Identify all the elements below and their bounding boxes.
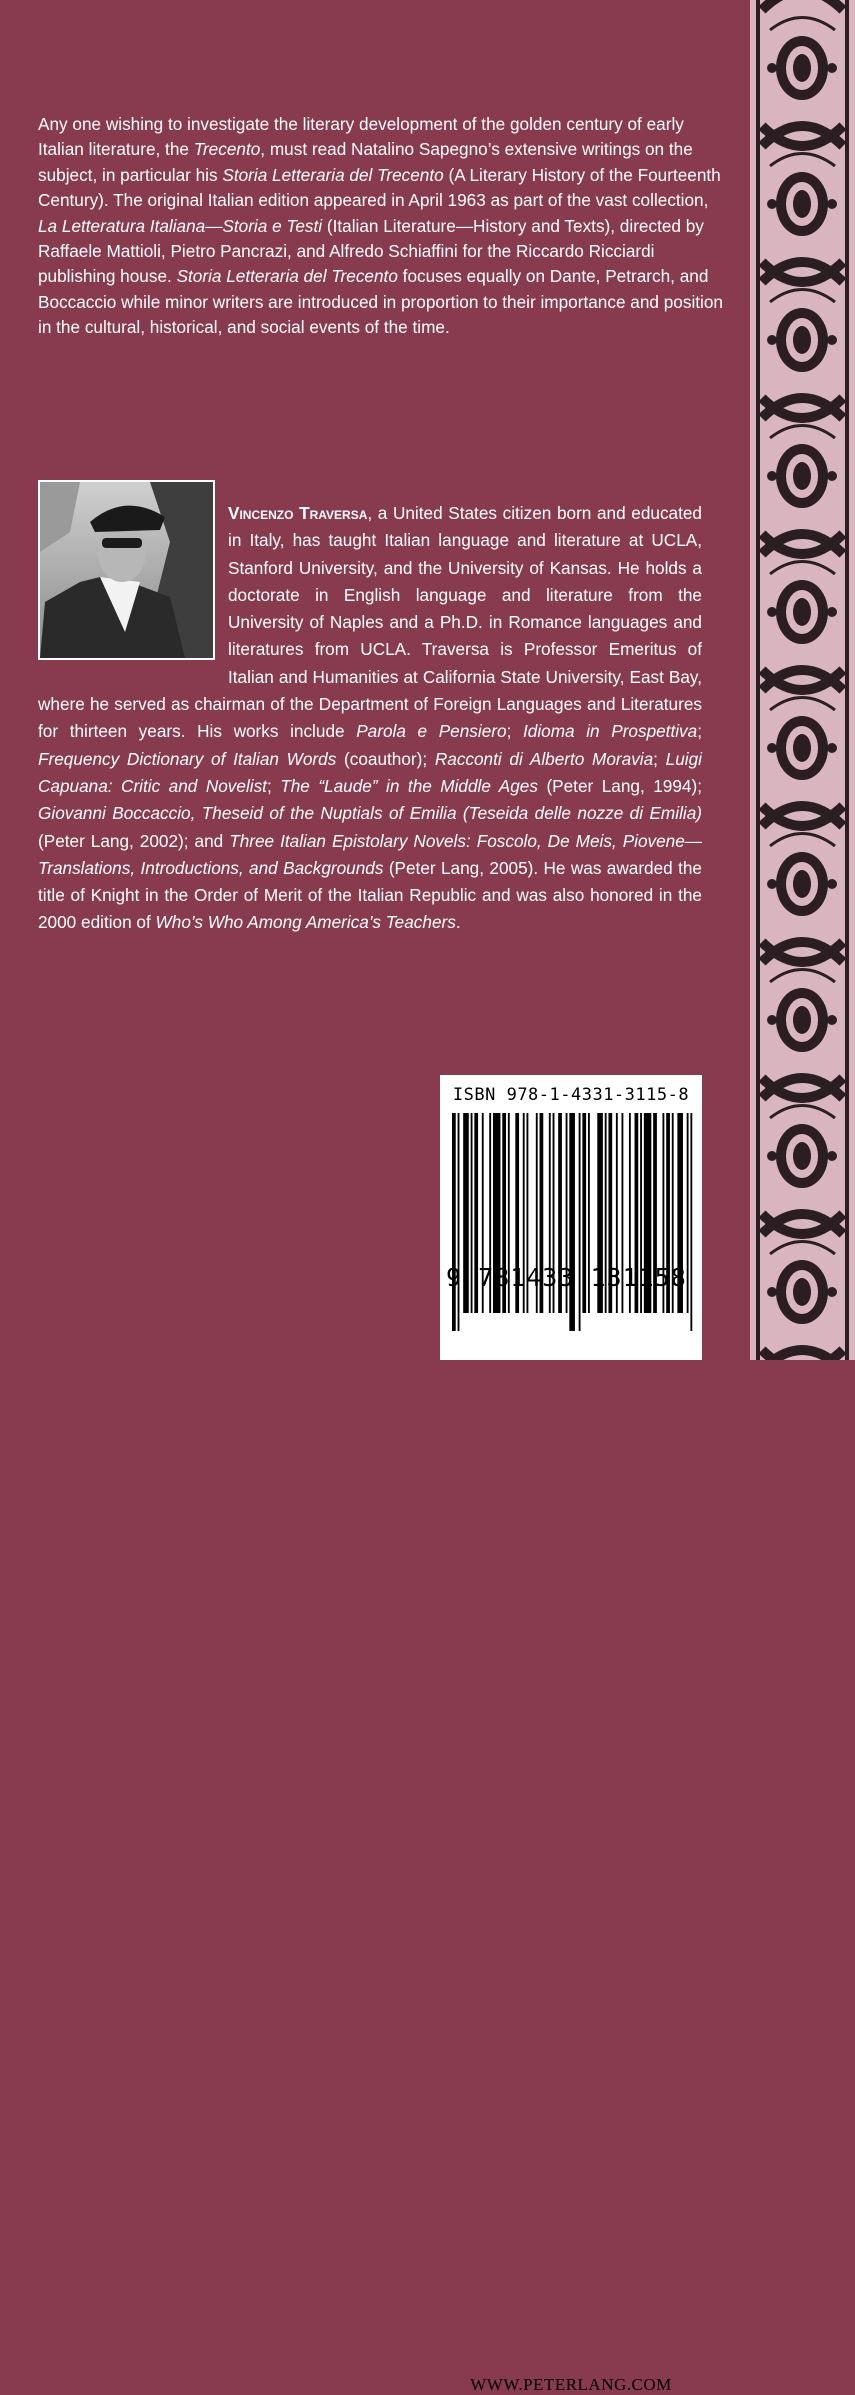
ornament-shape (793, 1142, 811, 1170)
blurb-text: Any one wishing to investigate the literary development of the golden century of early Italian literature, the (38, 114, 684, 160)
ornament-shape (767, 1151, 777, 1161)
bio-separator: ; (506, 721, 523, 742)
work-title: Three Italian Epistolary Novels: Foscolo, De Meis, Piovene—Translations, Introductions, and Backgrounds (38, 830, 702, 878)
ornament-shape (827, 471, 837, 481)
author-name: Vincenzo Traversa (228, 503, 368, 523)
isbn-label: ISBN 978-1-4331-3115-8 (452, 1085, 690, 1105)
ornament-shape (793, 734, 811, 762)
ornament-shape (762, 1350, 843, 1360)
ornament-shape (827, 199, 837, 209)
ornament-shape (793, 326, 811, 354)
ornament-shape (767, 1287, 777, 1297)
bio-separator: ; (266, 775, 281, 796)
ornament-shape (793, 190, 811, 218)
barcode-bar (458, 1113, 460, 1331)
bio-separator: (coauthor); (336, 748, 435, 769)
ornament-shape (793, 54, 811, 82)
bio-text: , a United States citizen born and educated in Italy, has taught Italian language and literature at UCLA, Stanford University, and the University of Kansas. He holds a doctorate in English language and literature from the University of Naples and a Ph.D. in Romance languages and literatures from UCLA. Traversa is Professor Emeritus of Italian and Humanities at California State University, East Bay, where he served as chairman of the Department of Foreign Languages and Literatures for thirteen years. His works include (38, 503, 702, 742)
ornament-shape (770, 562, 835, 575)
blurb-italic: Storia Letteraria del Trecento (222, 164, 444, 185)
ornament-shape (767, 743, 777, 753)
work-title: The “Laude” in the Middle Ages (280, 775, 538, 796)
bio-separator: ; (697, 721, 702, 742)
work-title: Who’s Who Among America’s Teachers (155, 912, 456, 933)
work-title: Giovanni Boccaccio, Theseid of the Nuptials of Emilia (Teseida delle nozze di Emilia) (38, 803, 702, 824)
ornament-shape (827, 1015, 837, 1025)
ornament-pattern (750, 0, 855, 1360)
bio-separator: ; (653, 748, 666, 769)
decorative-border (750, 0, 855, 1360)
ornament-shape (770, 1106, 835, 1119)
ornament-shape (793, 1006, 811, 1034)
work-title: Parola e Pensiero (356, 721, 507, 742)
barcode-digits: 9 781433 131158 (446, 1263, 687, 1292)
ornament-shape (770, 290, 835, 303)
ornament-shape (770, 154, 835, 167)
ornament-shape (827, 335, 837, 345)
ornament-shape (770, 426, 835, 439)
blurb-italic: La Letteratura Italiana—Storia e Testi (38, 215, 323, 236)
bio-separator: (Peter Lang, 2002); and (38, 830, 230, 851)
bio-separator: (Peter Lang, 1994); (537, 775, 702, 796)
barcode-panel (440, 1075, 702, 2394)
ornament-shape (767, 879, 777, 889)
blurb-italic: Trecento (193, 139, 261, 160)
barcode-bar (690, 1113, 692, 1331)
ornament-shape (827, 63, 837, 73)
blurb-paragraph (38, 112, 728, 341)
ornament-shape (793, 870, 811, 898)
work-title: Frequency Dictionary of Italian Words (38, 748, 337, 769)
work-title: Luigi Capuana: Critic and Novelist (38, 748, 702, 796)
barcode-bars (452, 1113, 696, 1343)
ornament-shape (756, 0, 760, 1360)
ornament-shape (767, 1015, 777, 1025)
publisher-website: WWW.PETERLANG.COM (470, 2375, 672, 2394)
ornament-shape (770, 970, 835, 983)
blurb-text: (A Literary History of the Fourteenth Century). The original Italian edition appeared in April 1963 as part of the vast collection, (38, 164, 721, 211)
ornament-shape (767, 199, 777, 209)
author-bio (38, 500, 702, 937)
ornament-shape (767, 63, 777, 73)
ornament-shape (827, 607, 837, 617)
ornament-shape (827, 743, 837, 753)
ornament-shape (827, 1287, 837, 1297)
blurb-text: , must read Natalino Sapegno’s extensive writings on the subject, in particular his (38, 139, 693, 185)
ornament-shape (770, 18, 835, 31)
ornament-shape (793, 462, 811, 490)
ornament-shape (793, 598, 811, 626)
ornament-shape (793, 1278, 811, 1306)
ornament-shape (767, 335, 777, 345)
ornament-shape (827, 1151, 837, 1161)
bio-separator: . (455, 912, 461, 933)
blurb-italic: Storia Letteraria del Trecento (176, 266, 398, 287)
barcode-bar (569, 1113, 575, 1331)
barcode-bar (579, 1113, 581, 1331)
barcode-bar (452, 1113, 456, 1331)
blurb-text: focuses equally on Dante, Petrarch, and Boccaccio while minor writers are introduced in proportion to their importance and position in the cultural, historical, and social events of the time. (38, 266, 723, 338)
ornament-shape (767, 607, 777, 617)
ornament-shape (767, 471, 777, 481)
ornament-shape (770, 834, 835, 847)
ornament-shape (762, 0, 843, 10)
ornament-shape (770, 698, 835, 711)
work-title: Idioma in Prospettiva (522, 721, 698, 742)
ornament-shape (827, 879, 837, 889)
bio-separator: (Peter Lang, 2005). He was awarded the title of Knight in the Order of Merit of the Italian Republic and was also honored in the 2000 edition of (38, 857, 702, 933)
ornament-shape (845, 0, 849, 1360)
blurb-text: (Italian Literature—History and Texts), directed by Raffaele Mattioli, Pietro Pancrazi, and Alfredo Schiaffini for the Riccardo Ricciardi publishing house. (38, 215, 704, 287)
ornament-shape (770, 1242, 835, 1255)
work-title: Racconti di Alberto Moravia (434, 748, 654, 769)
